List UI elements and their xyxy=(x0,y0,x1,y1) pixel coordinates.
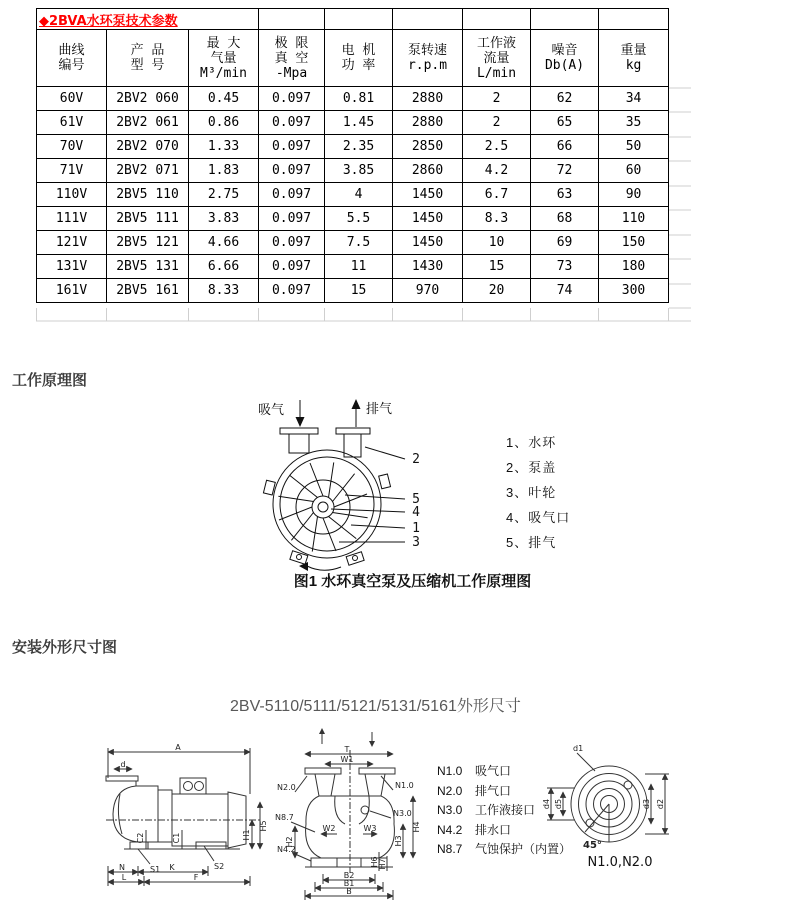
cell: 110V xyxy=(37,183,107,207)
cell: 0.097 xyxy=(259,87,325,111)
hline: 噪音 xyxy=(551,43,578,58)
cell: 6.7 xyxy=(463,183,531,207)
pump-ports xyxy=(280,428,370,457)
side-view-drawing xyxy=(100,742,275,900)
port-code: N3.0 xyxy=(437,803,463,817)
suction-arrow xyxy=(296,400,305,427)
cell: 2 xyxy=(463,87,531,111)
dim-label-d: d xyxy=(120,760,126,769)
cell: 0.097 xyxy=(259,183,325,207)
cell: 1430 xyxy=(393,255,463,279)
hline: 产 品 xyxy=(130,43,165,58)
dim-label-W1: W1 xyxy=(340,755,354,764)
cell: 1.45 xyxy=(325,111,393,135)
cell: 3.83 xyxy=(189,207,259,231)
cell: 0.097 xyxy=(259,135,325,159)
callout-number: 1 xyxy=(412,521,420,536)
dim-label-N: N xyxy=(119,863,125,872)
cell: 2.5 xyxy=(463,135,531,159)
pump-cross-section-diagram xyxy=(255,395,415,575)
cell: 180 xyxy=(599,255,669,279)
dim-label-H4: H4 xyxy=(412,821,421,833)
cell: 11 xyxy=(325,255,393,279)
cell: 4.2 xyxy=(463,159,531,183)
cell: 150 xyxy=(599,231,669,255)
callout-number: 3 xyxy=(412,535,420,550)
cell: 2850 xyxy=(393,135,463,159)
cell: 15 xyxy=(463,255,531,279)
cell: 1.83 xyxy=(189,159,259,183)
cell: 35 xyxy=(599,111,669,135)
cell: 0.097 xyxy=(259,207,325,231)
dim-label-S2: S2 xyxy=(214,862,225,871)
cell: 50 xyxy=(599,135,669,159)
cell: 34 xyxy=(599,87,669,111)
port-legend-row xyxy=(437,821,571,841)
dim-label-B1: B1 xyxy=(343,879,355,888)
table-title: ◆2BVA水环泵技术参数 xyxy=(37,9,259,30)
cell: 62 xyxy=(531,87,599,111)
port-code: N4.2 xyxy=(437,822,463,837)
hline: 流量 xyxy=(483,50,510,66)
spreadsheet-gridline-artifacts xyxy=(36,85,696,330)
header-cell xyxy=(599,30,669,87)
hline: 曲线 xyxy=(58,43,85,58)
dim-label-N1: N1.0 xyxy=(395,781,414,790)
cell: 6.66 xyxy=(189,255,259,279)
hline: 真 空 xyxy=(274,50,309,66)
cell xyxy=(259,9,325,30)
cell: 0.097 xyxy=(259,159,325,183)
port-code: N1.0 xyxy=(437,764,463,778)
suction-label: 吸气 xyxy=(258,402,285,417)
cell: 2BV2 071 xyxy=(107,159,189,183)
side-view-geometry xyxy=(106,748,262,886)
exhaust-label: 排气 xyxy=(366,401,393,416)
hline: 型 号 xyxy=(130,58,165,73)
cell: 2.75 xyxy=(189,183,259,207)
hline: 重量 xyxy=(620,43,647,58)
cell: 0.86 xyxy=(189,111,259,135)
header-cell xyxy=(463,30,531,87)
port-code: N8.7 xyxy=(437,842,463,856)
cell: 72 xyxy=(531,159,599,183)
cell: 1450 xyxy=(393,183,463,207)
header-cell xyxy=(37,30,107,87)
dim-label-d1: d1 xyxy=(573,744,584,753)
dim-label-L: L xyxy=(121,873,127,882)
header-cell xyxy=(531,30,599,87)
header-cell xyxy=(325,30,393,87)
cell: 5.5 xyxy=(325,207,393,231)
dim-label-N8: N8.7 xyxy=(275,813,294,822)
cell: 2BV5 161 xyxy=(107,279,189,303)
hline: 泵转速 xyxy=(408,43,448,58)
hline: 极 限 xyxy=(274,35,309,51)
cell: 60V xyxy=(37,87,107,111)
cell: 121V xyxy=(37,231,107,255)
callout-number: 2 xyxy=(412,452,420,467)
callout-number: 4 xyxy=(412,505,420,520)
hline: M³/min xyxy=(200,65,247,81)
legend-item: 5、排气 xyxy=(506,535,557,550)
header-cell xyxy=(107,30,189,87)
cell: 2BV2 070 xyxy=(107,135,189,159)
cell: 69 xyxy=(531,231,599,255)
figure-caption: 图1 水环真空泵及压缩机工作原理图 xyxy=(293,573,532,590)
header-cell xyxy=(189,30,259,87)
hline: r.p.m xyxy=(407,58,448,73)
hline: 功 率 xyxy=(341,58,376,73)
cell: 1450 xyxy=(393,207,463,231)
dim-label-K: K xyxy=(169,863,175,872)
cell: 8.3 xyxy=(463,207,531,231)
cell: 1450 xyxy=(393,231,463,255)
dim-label-d5: d5 xyxy=(554,798,563,810)
dim-label-H6: H6 xyxy=(370,856,379,868)
port-name: 气蚀保护（内置） xyxy=(475,842,572,856)
cell: 2 xyxy=(463,111,531,135)
cell: 110 xyxy=(599,207,669,231)
dim-label-H1: H1 xyxy=(242,829,251,841)
dim-label-H3: H3 xyxy=(394,835,403,847)
cell: 73 xyxy=(531,255,599,279)
cell: 970 xyxy=(393,279,463,303)
dim-label-T: T xyxy=(344,745,350,754)
cell: 0.097 xyxy=(259,231,325,255)
pump-body xyxy=(263,450,390,565)
dim-label-B2: B2 xyxy=(343,871,355,880)
cell: 61V xyxy=(37,111,107,135)
hline: 最 大 xyxy=(206,35,241,51)
port-name: 排气口 xyxy=(475,783,512,798)
dim-label-F: F xyxy=(193,873,199,882)
cell: 63 xyxy=(531,183,599,207)
cell: 65 xyxy=(531,111,599,135)
dim-label-W2: W2 xyxy=(322,824,336,833)
dim-label-H7: H7 xyxy=(378,858,387,870)
cell: 68 xyxy=(531,207,599,231)
cell: 111V xyxy=(37,207,107,231)
hline: kg xyxy=(625,58,642,73)
principle-section-heading: 工作原理图 xyxy=(12,372,88,389)
cell: 0.45 xyxy=(189,87,259,111)
cell: 10 xyxy=(463,231,531,255)
cell: 2.35 xyxy=(325,135,393,159)
dim-label-N2: N2.0 xyxy=(277,783,296,792)
cell: 300 xyxy=(599,279,669,303)
port-code: N2.0 xyxy=(437,783,463,798)
dimensions-section-heading: 安装外形尺寸图 xyxy=(12,639,118,656)
dimensions-subtitle: 2BV-5110/5111/5121/5131/5161外形尺寸 xyxy=(230,698,521,715)
front-view-drawing xyxy=(275,728,430,903)
hline: -Mpa xyxy=(275,65,308,81)
exhaust-arrow xyxy=(352,399,361,427)
cell: 0.097 xyxy=(259,255,325,279)
cell: 71V xyxy=(37,159,107,183)
cell: 8.33 xyxy=(189,279,259,303)
hline: L/min xyxy=(476,65,517,81)
port-name: 排水口 xyxy=(475,822,512,837)
cell: 2860 xyxy=(393,159,463,183)
cell: 2BV5 121 xyxy=(107,231,189,255)
cell: 74 xyxy=(531,279,599,303)
hline: 工作液 xyxy=(477,35,517,51)
dim-label-N3: N3.0 xyxy=(393,809,412,818)
port-legend xyxy=(437,762,571,860)
dim-label-W3: W3 xyxy=(363,824,377,833)
cell: 2BV2 060 xyxy=(107,87,189,111)
hline: Db(A) xyxy=(544,58,585,73)
dim-label-A: A xyxy=(175,743,181,752)
callout-number: 5 xyxy=(412,492,420,507)
cell: 4 xyxy=(325,183,393,207)
cell: 2880 xyxy=(393,111,463,135)
hline: 编号 xyxy=(58,58,85,73)
dim-label-N4: N4.2 xyxy=(277,845,296,854)
cell: 0.097 xyxy=(259,279,325,303)
cell: 70V xyxy=(37,135,107,159)
cell xyxy=(531,9,599,30)
dim-label-B: B xyxy=(346,887,352,896)
cell: 90 xyxy=(599,183,669,207)
flange-caption: N1.0,N2.0 xyxy=(587,855,653,870)
cell xyxy=(325,9,393,30)
cell: 4.66 xyxy=(189,231,259,255)
dim-label-45deg: 45° xyxy=(583,840,602,851)
dim-label-d4: d4 xyxy=(542,798,551,810)
legend-item: 4、吸气口 xyxy=(506,510,571,525)
legend-item: 3、叶轮 xyxy=(506,485,557,500)
dim-label-H2: H2 xyxy=(285,836,294,848)
hline: 气量 xyxy=(210,50,237,66)
table-title-row xyxy=(37,9,669,30)
cell: 60 xyxy=(599,159,669,183)
legend-item: 1、水环 xyxy=(506,435,557,450)
cell: 7.5 xyxy=(325,231,393,255)
cell: 66 xyxy=(531,135,599,159)
cell: 2880 xyxy=(393,87,463,111)
dim-label-C1: C1 xyxy=(172,832,181,844)
legend-item: 2、泵盖 xyxy=(506,460,557,475)
header-cell xyxy=(259,30,325,87)
dim-label-S1: S1 xyxy=(150,865,161,874)
cell: 2BV5 131 xyxy=(107,255,189,279)
cell: 131V xyxy=(37,255,107,279)
cell xyxy=(393,9,463,30)
dim-label-H5: H5 xyxy=(259,820,268,832)
port-name: 工作液接口 xyxy=(475,803,536,817)
header-cell xyxy=(393,30,463,87)
hline: 电 机 xyxy=(341,43,376,58)
cell: 1.33 xyxy=(189,135,259,159)
cell: 20 xyxy=(463,279,531,303)
port-name: 吸气口 xyxy=(475,764,512,778)
cell xyxy=(463,9,531,30)
cell: 15 xyxy=(325,279,393,303)
cell: 0.097 xyxy=(259,111,325,135)
cell: 3.85 xyxy=(325,159,393,183)
cell: 161V xyxy=(37,279,107,303)
table-header-row xyxy=(37,30,669,87)
dim-label-d2: d2 xyxy=(656,798,665,810)
cell: 2BV5 111 xyxy=(107,207,189,231)
cell xyxy=(599,9,669,30)
port-legend-row xyxy=(437,840,571,860)
cell: 0.81 xyxy=(325,87,393,111)
dim-label-d3: d3 xyxy=(642,798,651,810)
cell: 2BV2 061 xyxy=(107,111,189,135)
dim-label-C2: C2 xyxy=(136,832,145,844)
port-legend-row xyxy=(437,762,571,782)
port-legend-row xyxy=(437,782,571,802)
port-legend-row xyxy=(437,798,571,821)
cell: 2BV5 110 xyxy=(107,183,189,207)
